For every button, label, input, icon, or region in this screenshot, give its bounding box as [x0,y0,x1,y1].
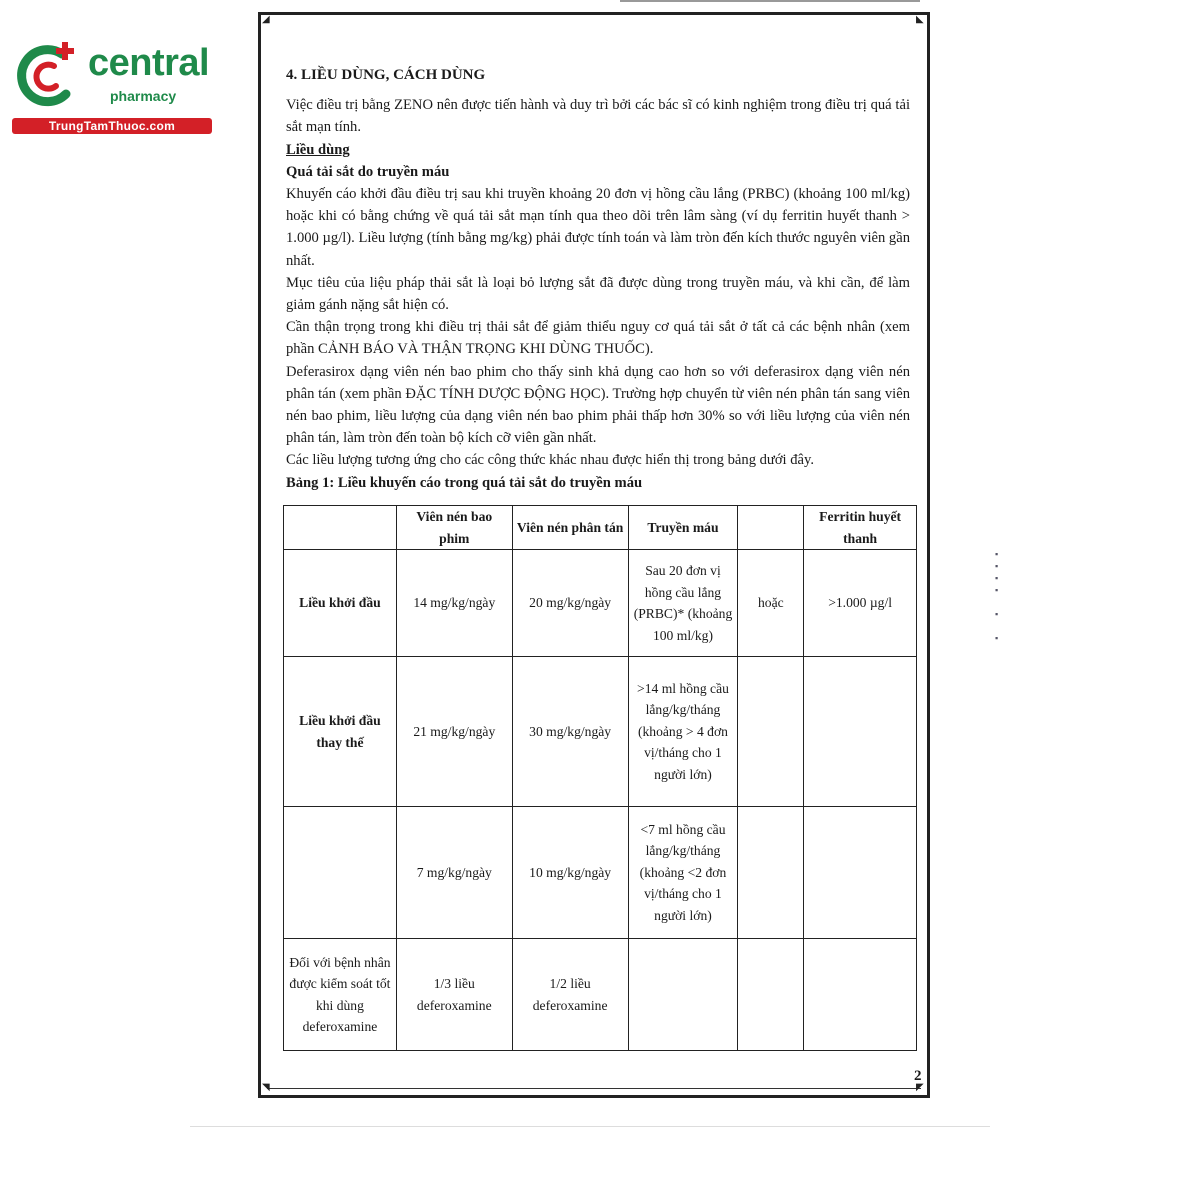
table-cell [628,939,738,1051]
logo-wordmark: central [88,42,210,84]
table-cell: >1.000 µg/l [804,550,917,657]
paragraph-1: Khuyến cáo khởi đầu điều trị sau khi truyền khoảng 20 đơn vị hồng cầu lắng (PRBC) (khoảng 100 ml/kg) hoặc khi có bằng chứng về quá tải sắt mạn tính qua theo dõi trên lâm sàng (ví dụ ferritin huyết thanh > 1.000 µg/l). Liều lượng (tính bằng mg/kg) phải được tính toán và làm tròn đến kích thước nguyên viên gần nhất. [286,186,910,269]
corner-mark-icon: ◣ [916,14,924,25]
table-cell: 10 mg/kg/ngày [512,807,628,939]
intro-paragraph: Việc điều trị bằng ZENO nên được tiến hành và duy trì bởi các bác sĩ có kinh nghiệm trong điều trị quá tải sắt mạn tính. [286,97,910,136]
corner-mark-icon: ◥ [262,1082,270,1093]
table-title: Bảng 1: Liều khuyến cáo trong quá tải sắt do truyền máu [286,474,643,491]
table-cell: 14 mg/kg/ngày [396,550,512,657]
dosage-heading: Liều dùng [286,141,350,158]
table-cell: Liều khởi đầu [284,550,397,657]
scan-bottom-line [190,1126,990,1127]
logo-website-bar: TrungTamThuoc.com [12,118,212,134]
paragraph-2: Mục tiêu của liệu pháp thải sắt là loại bỏ lượng sắt đã được dùng trong truyền máu, và khi cần, để làm giảm gánh nặng sắt hiện có. [286,274,910,314]
table-row [284,657,917,807]
corner-mark-icon: ◤ [916,1082,924,1093]
table-header-cell [738,506,804,550]
dosage-table [283,505,917,1051]
table-header-cell: Truyền máu [628,506,738,550]
table-cell: <7 ml hồng cầu lắng/kg/tháng (khoảng <2 đơn vị/tháng cho 1 người lớn) [628,807,738,939]
table-cell [284,807,397,939]
table-cell: Đối với bệnh nhân được kiểm soát tốt khi dùng deferoxamine [284,939,397,1051]
table-header-cell [284,506,397,550]
table-header-row [284,506,917,550]
table-cell: hoặc [738,550,804,657]
table-row [284,939,917,1051]
table-header-cell: Viên nén phân tán [512,506,628,550]
paragraph-4: Deferasirox dạng viên nén bao phim cho thấy sinh khả dụng cao hơn so với deferasirox dạng viên nén phân tán (xem phần ĐẶC TÍNH DƯỢC ĐỘNG HỌC). Trường hợp chuyển từ viên nén phân tán sang viên nén bao phim, liều lượng của dạng viên nén bao phim phải thấp hơn 30% so với liều lượng của viên nén phân tán, làm tròn đến toàn bộ kích cỡ viên gần nhất. [286,363,910,447]
paragraph-3: Cần thận trọng trong khi điều trị thải sắt để giảm thiểu nguy cơ quá tải sắt ở tất cả các bệnh nhân (xem phần CẢNH BÁO VÀ THẬN TRỌNG KHI DÙNG THUỐC). [286,319,910,358]
table-cell: Sau 20 đơn vị hồng cầu lắng (PRBC)* (khoảng 100 ml/kg) [628,550,738,657]
document-body [286,64,910,494]
table-row [284,807,917,939]
table-header-cell: Ferritin huyết thanh [804,506,917,550]
page-number: 2 [914,1068,922,1084]
table-cell [804,939,917,1051]
paragraph-5: Các liều lượng tương ứng cho các công thức khác nhau được hiển thị trong bảng dưới đây. [286,452,815,469]
table-cell: >14 ml hồng cầu lắng/kg/tháng (khoảng > 4 đơn vị/tháng cho 1 người lớn) [628,657,738,807]
table-cell: 1/3 liều deferoxamine [396,939,512,1051]
corner-mark-icon: ◢ [262,14,270,25]
table-cell [738,939,804,1051]
logo-mark-icon [10,36,90,116]
table-header-cell: Viên nén bao phim [396,506,512,550]
table-cell [738,807,804,939]
table-cell [804,657,917,807]
table-cell: 1/2 liều deferoxamine [512,939,628,1051]
table-row [284,550,917,657]
table-cell: Liều khởi đầu thay thế [284,657,397,807]
scan-top-line [620,0,920,2]
table-cell: 30 mg/kg/ngày [512,657,628,807]
table-cell: 7 mg/kg/ngày [396,807,512,939]
section-title: 4. LIỀU DÙNG, CÁCH DÙNG [286,67,486,83]
table-cell [738,657,804,807]
table-cell [804,807,917,939]
table-cell: 20 mg/kg/ngày [512,550,628,657]
subheading: Quá tải sắt do truyền máu [286,163,450,180]
scan-side-marks: ▪ ▪ ▪ ▪ ▪ ▪ [995,549,999,643]
logo-subtitle: pharmacy [110,88,177,104]
central-pharmacy-logo[interactable] [10,36,240,136]
table-cell: 21 mg/kg/ngày [396,657,512,807]
